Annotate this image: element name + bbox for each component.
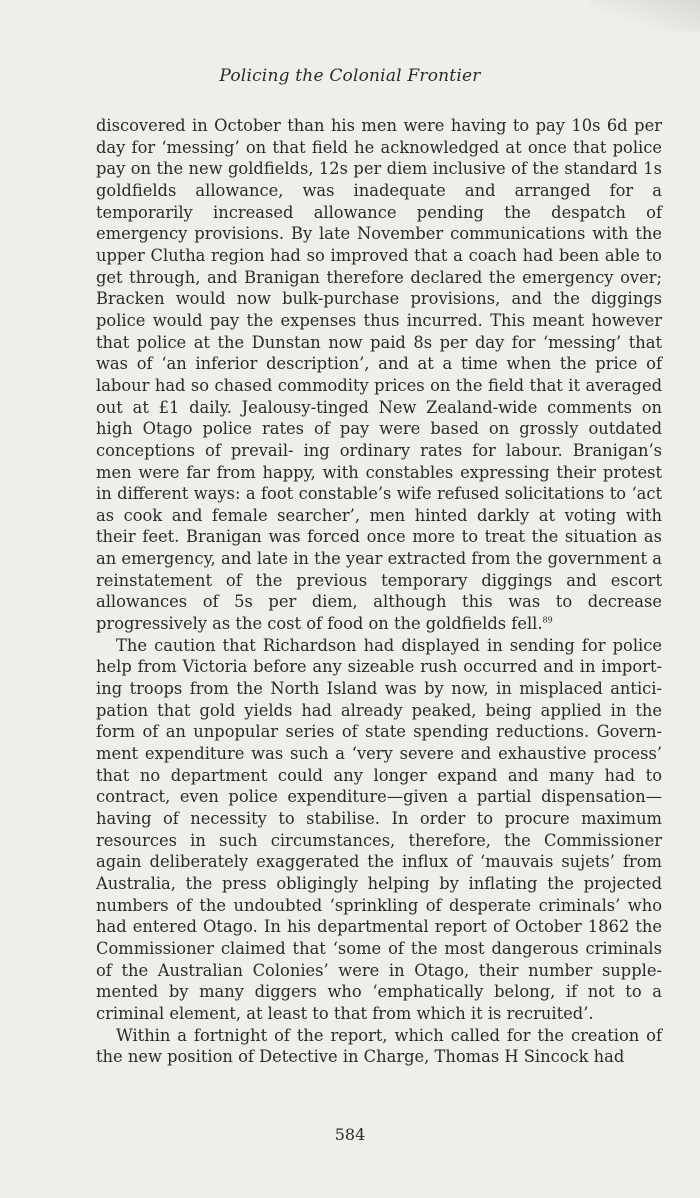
paragraph-1 (96, 115, 662, 635)
running-header: Policing the Colonial Frontier (219, 66, 481, 86)
paragraph-2-text: The caution that Richardson had displayed in sending for police help from Victoria before any sizeable rush occurred and in import- ing troops from the North Island was by now, in misplaced antici- pation that gold yields had already peaked, being applied in the form of an unpopular series of state spending reductions. Govern- ment expenditure was such a ‘very severe and exhaustive process’ that no department could any longer expand and many had to contract, even police expenditure—given a partial dispensation— having of necessity to stabilise. In order to procure maximum resources in such circumstances, therefore, the Commissioner again deliberately exaggerated the influx of ‘mauvais sujets’ from Australia, the press obligingly helping by inflating the projected numbers of the undoubted ‘sprinkling of desperate criminals’ who had entered Otago. In his departmental report of October 1862 the Commissioner claimed that ‘some of the most dangerous criminals of the Australian Colonies’ were in Otago, their number supple- mented by many diggers who ‘emphatically belong, if not to a criminal element, at least to that from which it is recruited’. (96, 635, 662, 1023)
scan-corner-shadow (590, 0, 700, 32)
paragraph-3-text: Within a fortnight of the report, which called for the creation of the new position of Detective in Charge, Thomas H Sincock had (96, 1025, 662, 1067)
paragraph-1-text: discovered in October than his men were having to pay 10s 6d per day for ‘messing’ on that field he acknowledged at once that police pay on the new goldfields, 12s per diem inclusive of the standard 1s goldfields allowance, was inadequate and arranged for a temporarily increased allowance pending the despatch of emergency provisions. By late November communications with the upper Clutha region had so improved that a coach had been able to get through, and Branigan therefore declared the emergency over; Bracken would now bulk-purchase provisions, and the diggings police would pay the expenses thus incurred. This meant however that police at the Dunstan now paid 8s per day for ‘messing’ that was of ‘an inferior description’, and at a time when the price of labour had so chased commodity prices on the field that it averaged out at £1 daily. Jealousy-tinged New Zealand-wide comments on high Otago police rates of pay were based on grossly outdated conceptions of prevail- ing ordinary rates for labour. Branigan’s men were far from happy, with constables expressing their protest in different ways: a foot constable’s wife refused solicitations to ‘act as cook and female searcher’, men hinted darkly at voting with their feet. Branigan was forced once more to treat the situation as an emergency, and late in the year extracted from the government a reinstatement of the previous temporary diggings and escort allowances of 5s per diem, although this was to decrease progressively as the cost of food on the goldfields fell. (96, 116, 662, 634)
paragraph-2 (96, 635, 662, 1025)
footnote-marker: 89 (542, 615, 553, 625)
body-text (96, 115, 662, 1068)
page-number: 584 (334, 1125, 366, 1144)
paragraph-3 (96, 1025, 662, 1068)
